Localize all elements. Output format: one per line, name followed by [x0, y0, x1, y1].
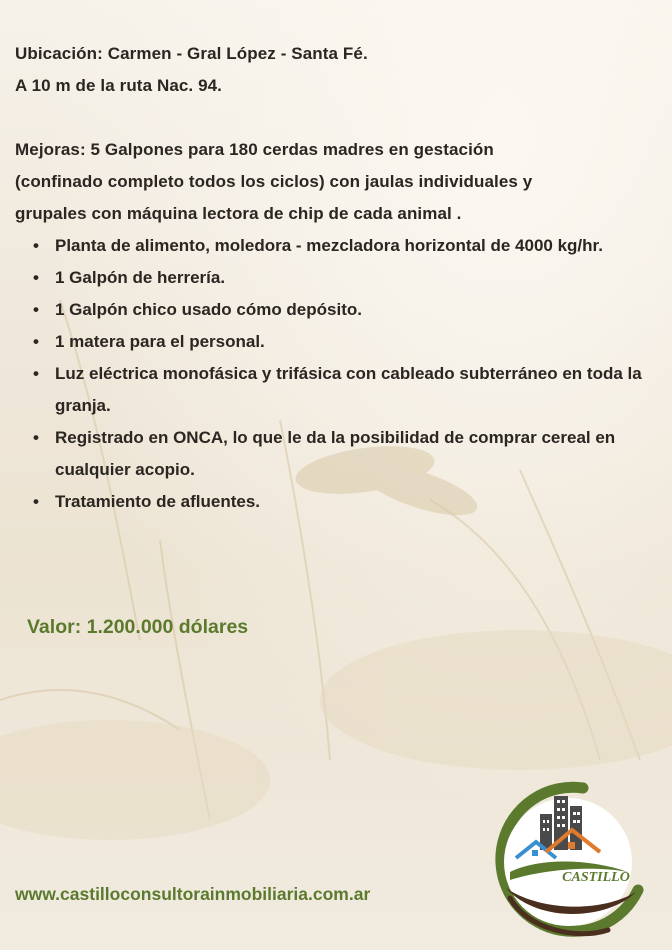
listing-details — [15, 38, 665, 518]
list-item: • 1 Galpón chico usado cómo depósito. — [55, 294, 665, 326]
castillo-logo — [488, 780, 648, 940]
mejoras-line-1: Mejoras: 5 Galpones para 180 cerdas madres en gestación — [15, 140, 494, 159]
mejoras-line-2: (confinado completo todos los ciclos) con jaulas individuales y — [15, 172, 533, 191]
list-item: • 1 Galpón de herrería. — [55, 262, 665, 294]
price-label: Valor: 1.200.000 dólares — [27, 616, 249, 638]
website-link[interactable]: www.castilloconsultorainmobiliaria.com.ar — [15, 884, 371, 904]
location-line: Ubicación: Carmen - Gral López - Santa Fé. — [15, 44, 368, 63]
list-item: • Tratamiento de afluentes. — [55, 486, 665, 518]
logo-text: CASTILLO — [562, 870, 630, 885]
mejoras-line-3: grupales con máquina lectora de chip de cada animal . — [15, 204, 462, 223]
list-item: • 1 matera para el personal. — [55, 326, 665, 358]
list-item: • Planta de alimento, moledora - mezcladora horizontal de 4000 kg/hr. — [55, 230, 665, 262]
improvements-list — [15, 230, 665, 518]
route-line: A 10 m de la ruta Nac. 94. — [15, 76, 223, 95]
list-item: • Registrado en ONCA, lo que le da la posibilidad de comprar cereal en cualquier acopio. — [55, 422, 665, 486]
list-item: • Luz eléctrica monofásica y trifásica con cableado subterráneo en toda la granja. — [55, 358, 665, 422]
